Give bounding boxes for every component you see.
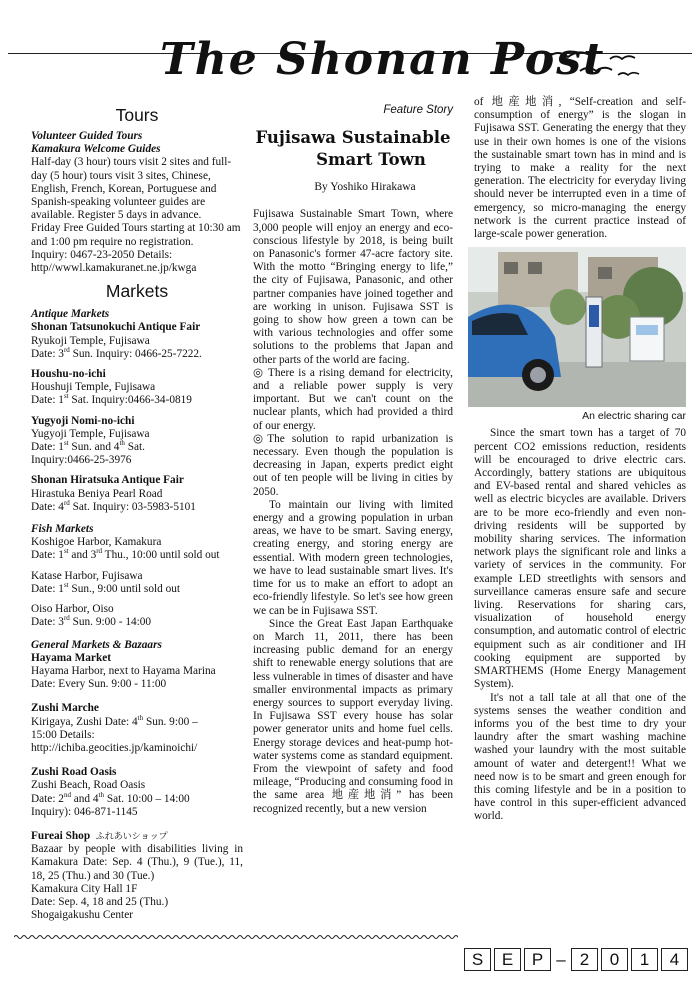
market-date: Date: 2nd and 4th Sat. 10:00 – 14:00 [31, 790, 190, 805]
market-place: Shogaigakushu Center [31, 909, 133, 922]
date-char-box: E [494, 948, 521, 971]
market-name: Shonan Tatsunokuchi Antique Fair [31, 321, 201, 334]
tours-inquiry: Inquiry: 0467-23-2050 Details: [31, 248, 173, 261]
date-char-box: 4 [661, 948, 688, 971]
antique-heading: Antique Markets [31, 308, 110, 321]
market-name: Yugyoji Nomi-no-ichi [31, 414, 135, 427]
market-place: Kamakura City Hall 1F [31, 882, 138, 895]
market-date: Date: 3rd Sun. 9:00 - 14:00 [31, 614, 152, 629]
article-byline: By Yoshiko Hirakawa [314, 181, 416, 194]
article-paragraph: ◎ There is a rising demand for electricity, and a reliable power supply is very important. But we can't count on the nuclear plants, which had provided a third of our energy. [253, 366, 453, 432]
market-inquiry: Inquiry:0466-25-3976 [31, 454, 132, 467]
market-name: Houshu-no-ichi [31, 368, 106, 381]
date-char-box: 0 [601, 948, 628, 971]
market-date: Date: 1st and 3rd Thu., 10:00 until sold out [31, 547, 220, 562]
seagulls-icon [540, 45, 650, 85]
market-name: Hayama Market [31, 651, 111, 664]
date-char-box: 2 [571, 948, 598, 971]
market-place: Zushi Beach, Road Oasis [31, 779, 146, 792]
fish-heading: Fish Markets [31, 523, 94, 536]
market-date: Date: 1st Sat. Inquiry:0466-34-0819 [31, 392, 192, 407]
tours-subheading: Volunteer Guided Tours [31, 130, 143, 142]
market-place: Houshuji Temple, Fujisawa [31, 381, 156, 394]
date-char-box: S [464, 948, 491, 971]
market-inquiry: Inquiry): 046-871-1145 [31, 805, 138, 818]
right-column [474, 96, 686, 824]
market-name: Fureai Shop ふれあいショップ [31, 829, 168, 842]
article-paragraph: Since the Great East Japan Earthquake on March 11, 2011, there has been increasing public demand for an energy shift to renewable energy solutions that are less vulnerable in times of disaster and have smaller environmental impacts as primary energy sources to support everyday living. In Fujisawa SST every house has solar power generator units and home fuel cells. Energy storage devices and heat-pump hot-water systems come as standard equipment. From the viewpoint of safety and food mileage, “Producing and consuming food in the same area 地産地消” has been recognized recently, but a new version [253, 617, 453, 815]
wavy-divider [14, 934, 458, 940]
market-place: Ryukoji Temple, Fujisawa [31, 334, 150, 347]
market-name: Zushi Marche [31, 702, 99, 715]
feature-label: Feature Story [383, 104, 453, 116]
markets-heading: Markets [105, 281, 169, 302]
market-date: Date: 1st Sun., 9:00 until sold out [31, 581, 181, 595]
market-place: Kirigaya, Zushi Date: 4th Sun. 9:00 – [31, 713, 198, 728]
left-column [31, 104, 243, 922]
tours-body: Half-day (3 hour) tours visit 2 sites and full-day (5 hour) tours visit 3 sites, Chinese, English, French, Korean, Portuguese and Spanish-speaking volunteer guides are available. Register 5 days in advance. [31, 156, 232, 222]
market-date: Date: 3rd Sun. Inquiry: 0466-25-7222. [31, 346, 202, 360]
date-char-box: P [524, 948, 551, 971]
article-paragraph: Since the smart town has a target of 70 percent CO2 emissions reduction, residents will be encouraged to drive electric cars. Accordingly, battery stations are ubiquitous and EV-based rental and shared vehicles as well as electric bicycles are available. Drivers are to be more eco-friendly and even non-driving residents will be supported by mobility sharing services. The information network plays the significant role and links a variety of services in the community. For example LED streetlights with sensors and surveillance cameras ensure safe and secure living. Reservations for sharing cars, visualization of household energy consumption, and automatic control of electric equipment such as air conditioner and IH cooking equipment are supported by SMARTHEMS (Home Energy Management System). [474, 427, 686, 691]
article-paragraph: To maintain our living with limited energy and a growing population in urban areas, we have to be smart. Saving energy, creating energy, and storing energy are essential. With modern green technologies, we have to lead sustainable smart lives. It's time for us to make an effort to adopt an eco-friendly lifestyle. So let's see how green we can be in Fujisawa SST. [253, 498, 453, 617]
article-paragraph: It's not a tall tale at all that one of the systems senses the weather condition and informs you of the best time to dry your laundry after the smart washing machine washed your laundry with the most suitable amount of water and detergent!! What we need now is to be smart and green enough for this coming lifestyle and be in a position to have control in this super-efficient advanced world. [474, 691, 686, 823]
market-place: Koshigoe Harbor, Kamakura [31, 536, 162, 549]
market-place: Hayama Harbor, next to Hayama Marina [31, 664, 216, 677]
market-name: Shonan Hiratsuka Antique Fair [31, 474, 184, 487]
article-paragraph: of 地産地消, “Self-creation and self-consumption of energy” is the slogan in Fujisawa SST. Generating the energy that they use in their own homes is one of the visions the sustainable smart town has in mind and is trying to make a reality for the next generation. The electricity for everyday living should never be interrupted even in a time of emergency, so micro-managing the energy network is the current practice instead of large-scale power generation. [474, 96, 686, 241]
market-url[interactable]: http://ichiba.geocities.jp/kaminoichi/ [31, 741, 198, 754]
market-body: Bazaar by people with disabilities living in Kamakura Date: Sep. 4 (Thu.), 9 (Tue.), 11, 18, 25 (Thu.) and 30 (Tue.) [31, 843, 243, 882]
date-char-box: 1 [631, 948, 658, 971]
date-separator: – [556, 949, 566, 969]
market-name: Zushi Road Oasis [31, 766, 117, 779]
market-date: Date: 1st Sun. and 4th Sat. [31, 439, 145, 454]
middle-column [253, 104, 453, 816]
article-paragraph: ◎The solution to rapid urbanization is necessary. Even though the population is decreasing in Japan, experts predict eight out of ten people will be living in cities by 2050. [253, 432, 453, 498]
market-place: Katase Harbor, Fujisawa [31, 569, 143, 582]
market-date: Date: Every Sun. 9:00 - 11:00 [31, 678, 167, 691]
photo-caption: An electric sharing car [582, 410, 686, 423]
market-time: 15:00 Details: [31, 728, 95, 741]
tours-friday: Friday Free Guided Tours starting at 10:30 am and 1:00 pm require no registration. [31, 222, 241, 248]
tours-heading: Tours [115, 105, 159, 125]
market-date: Date: Sep. 4, 18 and 25 (Thu.) [31, 895, 169, 908]
electric-car-photo [468, 247, 686, 407]
general-heading: General Markets & Bazaars [31, 638, 162, 651]
tours-url[interactable]: http//wwwl.kamakuranet.ne.jp/kwga [31, 262, 197, 275]
market-date: Date: 4rd Sat. Inquiry: 03-5983-5101 [31, 499, 196, 513]
market-place: Yugyoji Temple, Fujisawa [31, 427, 150, 440]
article-paragraph: Fujisawa Sustainable Smart Town, where 3,000 people will enjoy an energy and eco-conscious lifestyle by 2018, is being built on Panasonic's former 47-acre factory site. With the motto “Bringing energy to life,” the city of Fujisawa, Panasonic, and other partner companies have joined together and are working in unison. Fujisawa SST is going to show how green a town can be with various technologies and offer some solutions to the problems that Japan and other parts of the world are facing. [253, 208, 453, 366]
tours-org: Kamakura Welcome Guides [31, 143, 161, 156]
masthead-title: The Shonan Post [160, 34, 606, 85]
market-place: Hirastuka Beniya Pearl Road [31, 487, 163, 500]
article-headline: Fujisawa Sustainable Smart Town [255, 128, 451, 170]
issue-date [464, 948, 688, 971]
market-place: Oiso Harbor, Oiso [31, 603, 114, 616]
